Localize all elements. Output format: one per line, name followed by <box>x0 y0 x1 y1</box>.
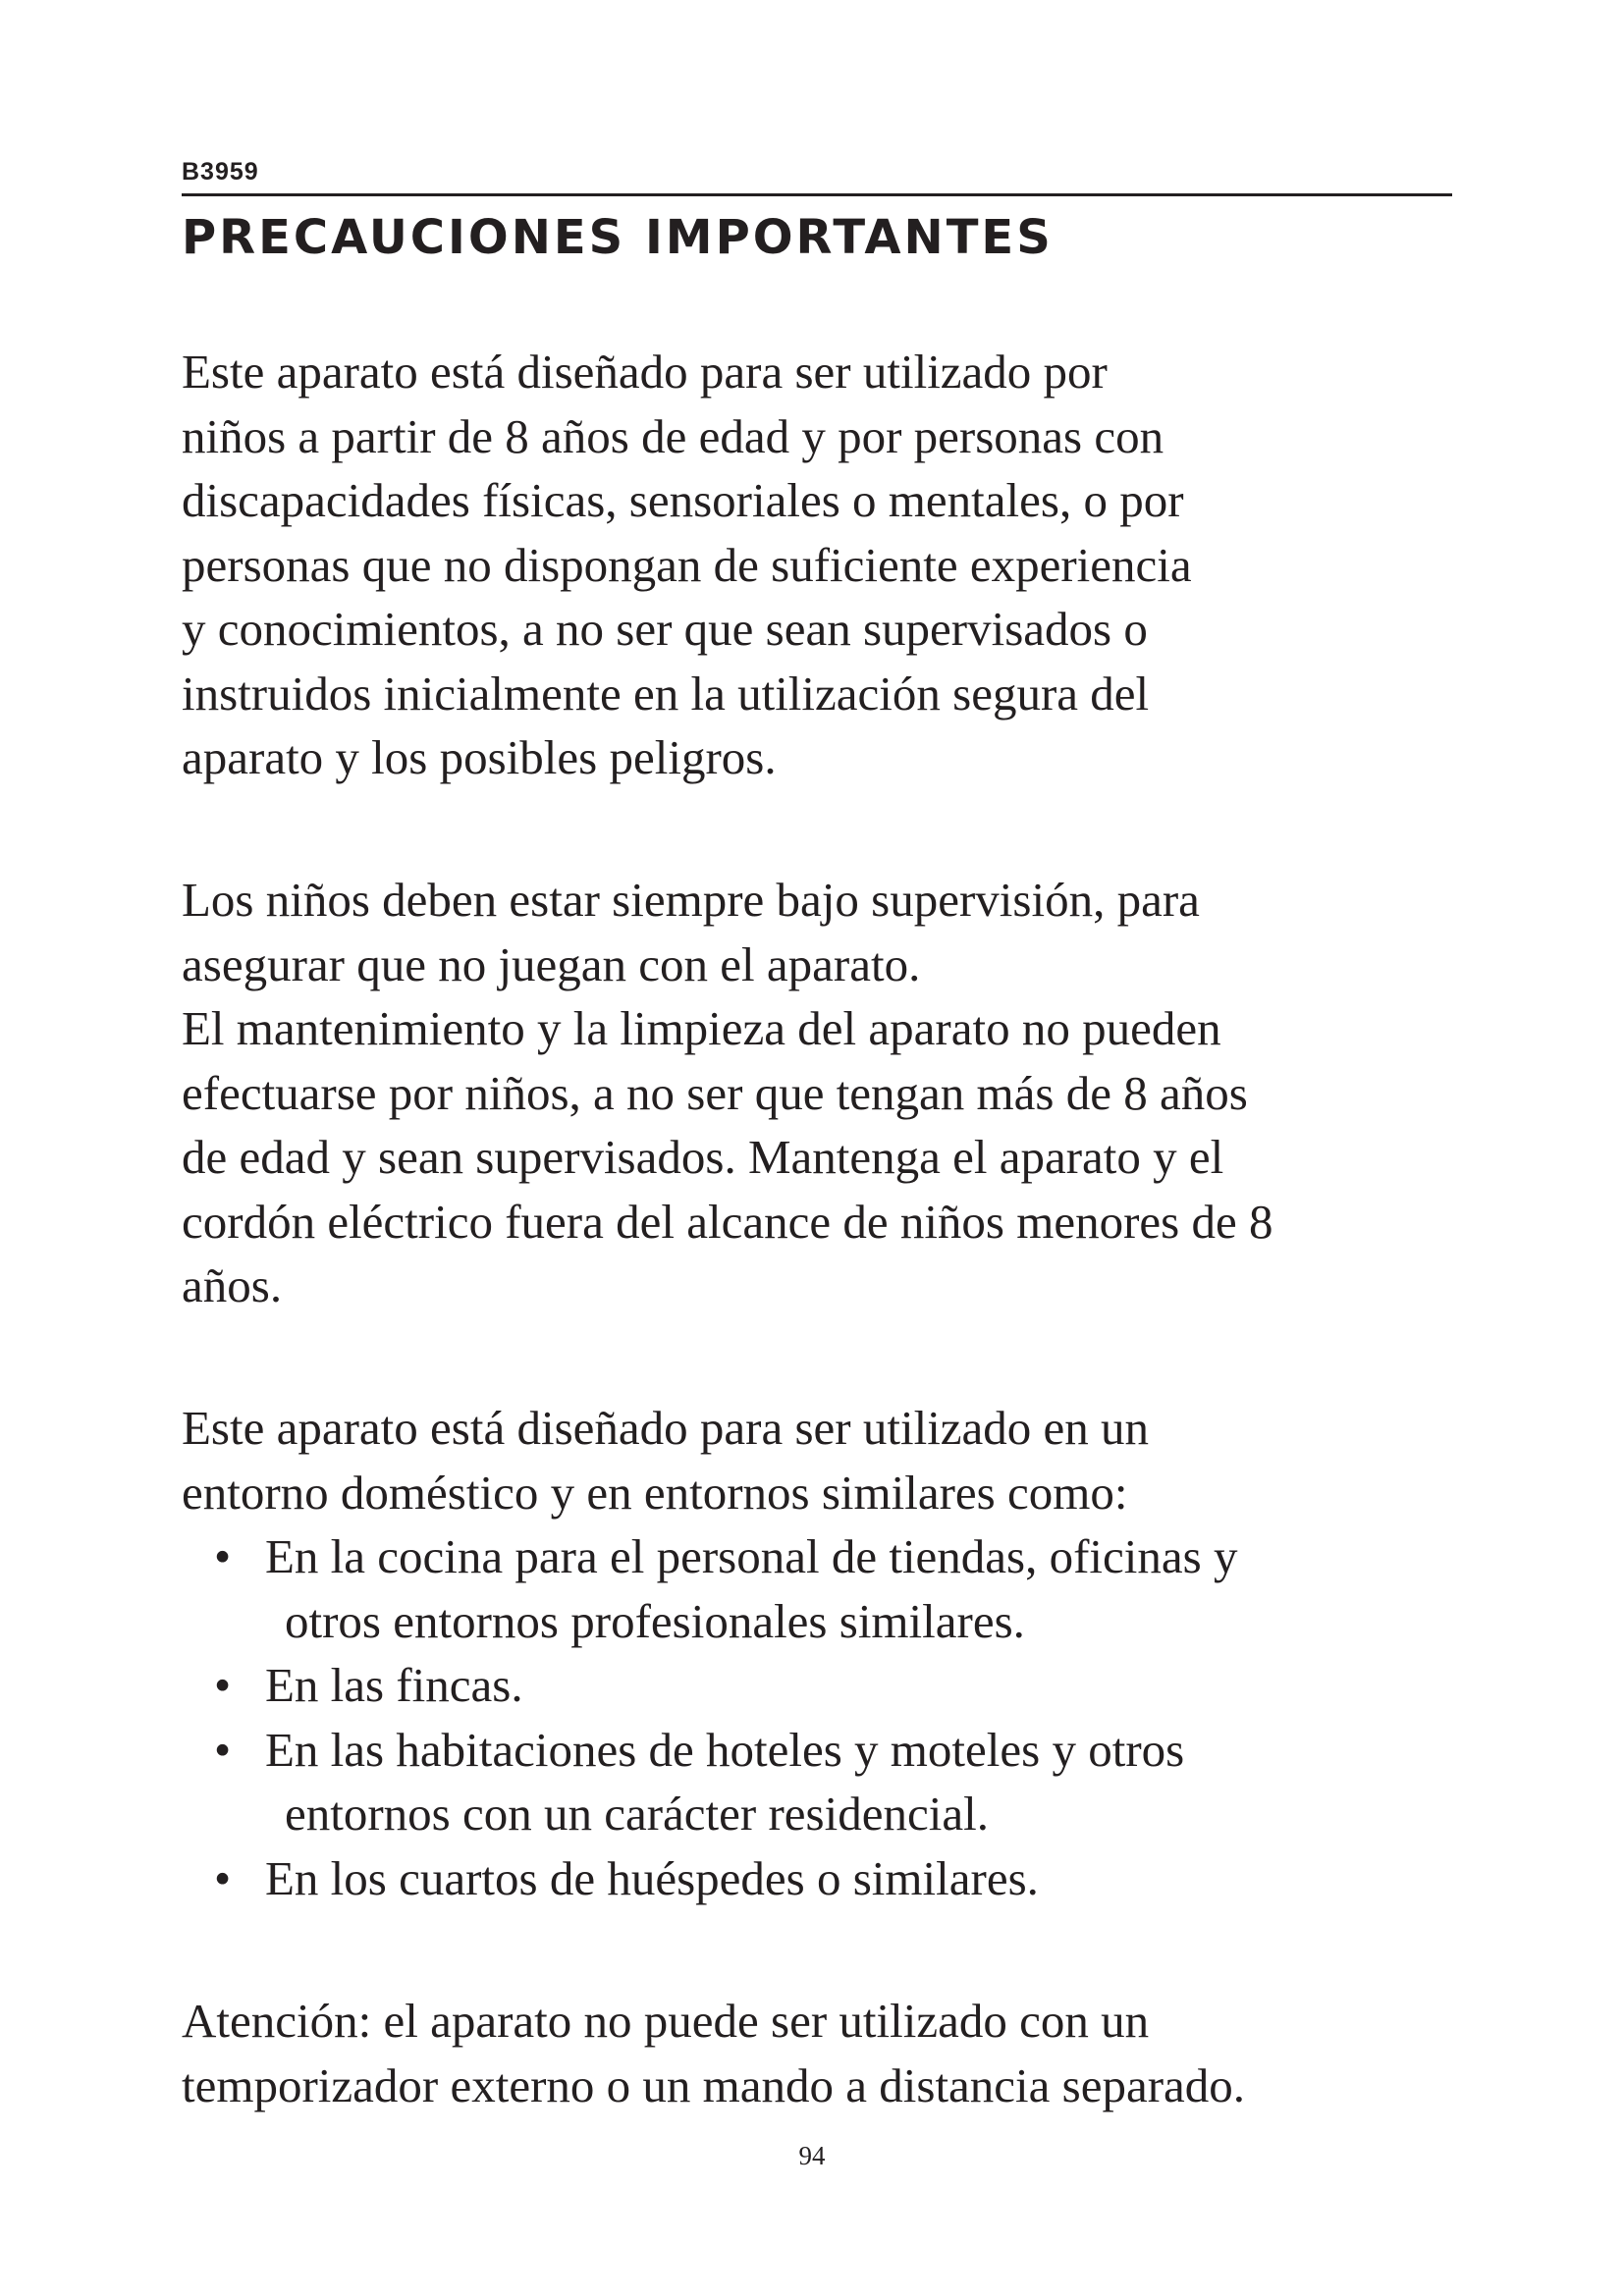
text-line: discapacidades físicas, sensoriales o mentales, o por <box>182 473 1184 527</box>
text-line: años. <box>182 1258 283 1312</box>
list-item-continuation: entornos con un carácter residencial. <box>285 1787 989 1841</box>
paragraph-intended-use <box>182 1396 1458 1910</box>
text-line: y conocimientos, a no ser que sean supervisados o <box>182 602 1148 656</box>
list-item <box>182 1524 1458 1589</box>
text-line: efectuarse por niños, a no ser que tengan más de 8 años <box>182 1065 1248 1120</box>
text-line: temporizador externo o un mando a distancia separado. <box>182 2057 1246 2112</box>
model-code: B3959 <box>182 158 259 186</box>
text-line: de edad y sean supervisados. Mantenga el aparato y el <box>182 1130 1224 1184</box>
paragraph-age-supervision <box>182 340 1458 790</box>
page-title: PRECAUCIONES IMPORTANTES <box>182 210 1054 265</box>
header-rule <box>182 193 1452 196</box>
list-item-text: En los cuartos de huéspedes o similares. <box>265 1850 1039 1905</box>
text-line: cordón eléctrico fuera del alcance de niños menores de 8 <box>182 1194 1273 1249</box>
list-item-text: En la cocina para el personal de tiendas, oficinas y <box>265 1529 1238 1583</box>
text-line: El mantenimiento y la limpieza del aparato no pueden <box>182 1001 1221 1055</box>
list-item <box>182 1718 1458 1783</box>
text-line: personas que no dispongan de suficiente experiencia <box>182 537 1192 592</box>
paragraph-children-maintenance <box>182 868 1458 1318</box>
bullet-icon: • <box>214 1529 232 1583</box>
list-item <box>182 1846 1458 1911</box>
paragraph-timer-warning <box>182 1989 1458 2117</box>
text-line: asegurar que no juegan con el aparato. <box>182 936 921 991</box>
list-item-text: En las fincas. <box>265 1658 523 1712</box>
text-line: Este aparato está diseñado para ser utilizado por <box>182 345 1108 399</box>
text-line: aparato y los posibles peligros. <box>182 730 777 784</box>
bullet-icon: • <box>214 1850 232 1905</box>
text-line: instruidos inicialmente en la utilización segura del <box>182 666 1150 721</box>
text-line: niños a partir de 8 años de edad y por personas con <box>182 408 1164 463</box>
bullet-icon: • <box>214 1722 232 1777</box>
text-line: Los niños deben estar siempre bajo supervisión, para <box>182 873 1200 927</box>
list-item <box>182 1653 1458 1718</box>
text-line: entorno doméstico y en entornos similares como: <box>182 1465 1128 1520</box>
bullet-icon: • <box>214 1658 232 1712</box>
text-line: Atención: el aparato no puede ser utilizado con un <box>182 1994 1150 2048</box>
list-item-continuation: otros entornos profesionales similares. <box>285 1593 1025 1648</box>
text-line: Este aparato está diseñado para ser utilizado en un <box>182 1401 1150 1455</box>
list-item-text: En las habitaciones de hoteles y moteles y otros <box>265 1722 1185 1777</box>
page-number: 94 <box>798 2141 826 2170</box>
